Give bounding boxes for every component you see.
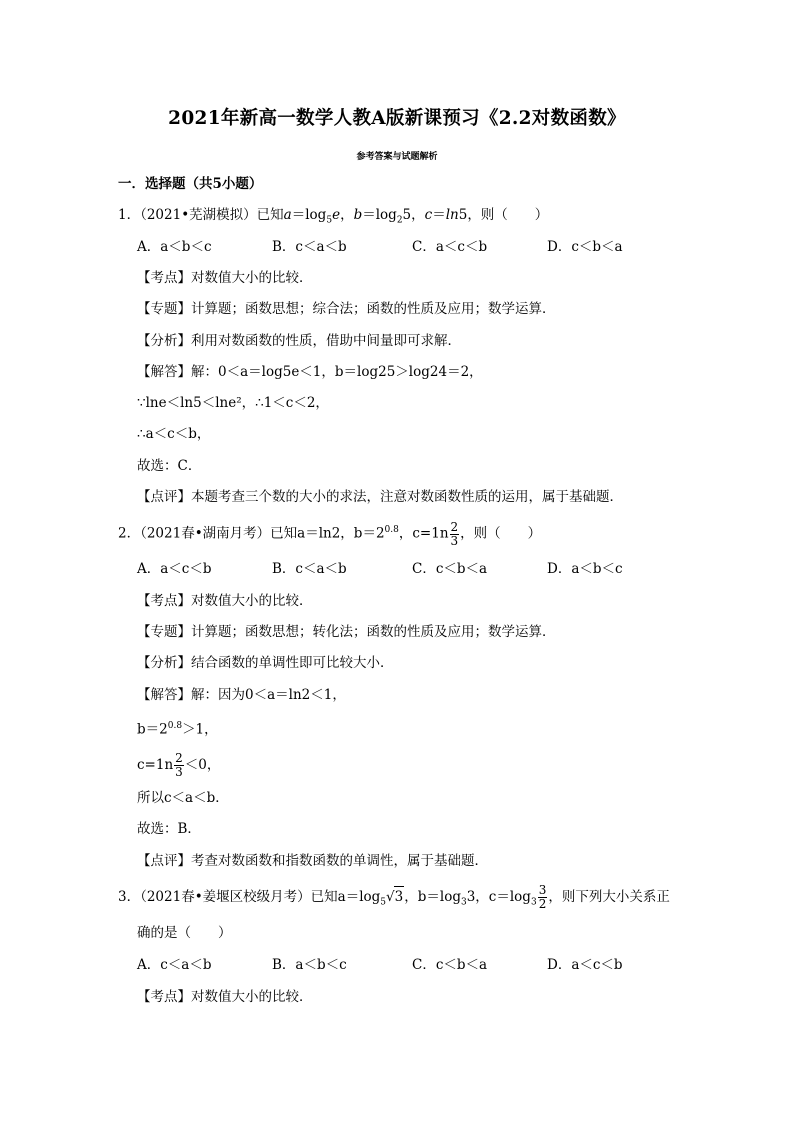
q2-step3: 所以c＜a＜b．	[137, 790, 229, 806]
q2-dianping: 【点评】考查对数函数和指数函数的单调性，属于基础题．	[137, 853, 488, 869]
q3-kaodian: 【考点】对数值大小的比较．	[137, 989, 313, 1005]
q2-step2-fraction: $\frac{2}{3}$	[175, 751, 183, 779]
q3-stem-fraction: $\frac{3}{2}$	[538, 883, 547, 911]
q2-stem-exp: 0.8	[384, 525, 399, 535]
q3-option-d: D．a＜c＜b	[547, 957, 623, 973]
page-title: 2021年新高一数学人教A版新课预习《2.2对数函数》	[168, 108, 626, 129]
q2-stem-text: 2．（2021春•湖南月考）已知a＝ln2，b＝2	[118, 525, 385, 542]
q2-stem-fraction: $\frac{2}{3}$	[450, 519, 459, 548]
q2-step1	[137, 716, 218, 740]
q3-option-c: C．c＜b＜a	[412, 957, 488, 973]
q3-stem-line2: 确的是（ ）	[137, 925, 232, 941]
q1-option-c: C．a＜c＜b	[412, 239, 488, 255]
q3-sqrt: 3	[394, 886, 405, 907]
q2-choose: 故选：B．	[137, 821, 201, 837]
q2-stem-end: ，则（ ）	[460, 525, 542, 542]
q1-option-b: B．c＜a＜b	[272, 239, 347, 255]
q2-step2	[137, 752, 220, 779]
q2-stem-c: ，c=1n	[398, 525, 449, 542]
q2-step1-exp: 0.8	[167, 721, 183, 731]
q1-step1: ∵lne＜ln5＜lne²，∴1＜c＜2，	[137, 395, 329, 411]
q2-fenxi: 【分析】结合函数的单调性即可比较大小．	[137, 655, 394, 671]
q3-stem: 3．（2021春•姜堰区校级月考）已知$a=\log_5√3$，$b=\log_33$，$c=\log_3$ $\frac{3}{2}$ ，则下列大小关系正	[118, 883, 670, 911]
q1-dianping: 【点评】本题考查三个数的大小的求法，注意对数函数性质的运用，属于基础题．	[137, 489, 623, 505]
q2-stem	[118, 520, 541, 548]
q1-stem: 1．（2021•芜湖模拟）已知$a=\log_5e$，$b=\log_25$，c＝ln5，则（ ）	[118, 207, 549, 226]
q1-option-a: A．a＜b＜c	[137, 239, 212, 255]
q2-option-a: A．a＜c＜b	[137, 561, 212, 577]
q3-stem-a: 3．（2021春•姜堰区校级月考）已知a＝log	[118, 889, 381, 905]
q1-zhuanti: 【专题】计算题；函数思想；综合法；函数的性质及应用；数学运算．	[137, 301, 556, 317]
q1-choose: 故选：C．	[137, 458, 202, 474]
q3-option-a: A．c＜a＜b	[137, 957, 212, 973]
q1-stem-rest: ，则（ ）	[467, 207, 549, 223]
q1-fenxi: 【分析】利用对数函数的性质，借助中间量即可求解．	[137, 333, 461, 349]
q2-kaodian: 【考点】对数值大小的比较．	[137, 593, 313, 609]
q2-option-b: B．c＜a＜b	[272, 561, 347, 577]
q2-options	[137, 559, 697, 579]
q2-step1-b: ＞1，	[182, 721, 218, 738]
q2-step2-a: c=1n	[137, 757, 174, 773]
q2-option-d: D．a＜b＜c	[547, 561, 623, 577]
q2-zhuanti: 【专题】计算题；函数思想；转化法；函数的性质及应用；数学运算．	[137, 624, 556, 640]
q1-stem-prefix: 1．（2021•芜湖模拟）已知	[118, 207, 284, 223]
q3-option-b: B．a＜b＜c	[272, 957, 347, 973]
q2-option-c: C．c＜b＜a	[412, 561, 488, 577]
q3-stem-c: 3，c＝log	[466, 889, 531, 905]
section-heading: 一．选择题（共5小题）	[118, 176, 263, 192]
q1-options	[137, 237, 697, 257]
q2-step1-a: b＝2	[137, 721, 168, 738]
q1-jieda: 【解答】解：0＜a＝log5e＜1，b＝log25＞log24＝2，	[137, 364, 483, 380]
page-subtitle: 参考答案与试题解析	[356, 152, 438, 162]
q1-step2: ∴a＜c＜b，	[137, 426, 211, 442]
q3-stem-d: ，则下列大小关系正	[548, 889, 670, 905]
q2-step2-b: ＜0，	[184, 757, 221, 773]
q3-options	[137, 955, 697, 975]
q1-kaodian: 【考点】对数值大小的比较．	[137, 270, 313, 286]
q2-jieda: 【解答】解：因为0＜a＝ln2＜1，	[137, 687, 346, 703]
q1-option-d: D．c＜b＜a	[547, 239, 623, 255]
q3-stem-b: ，b＝log	[404, 889, 461, 905]
